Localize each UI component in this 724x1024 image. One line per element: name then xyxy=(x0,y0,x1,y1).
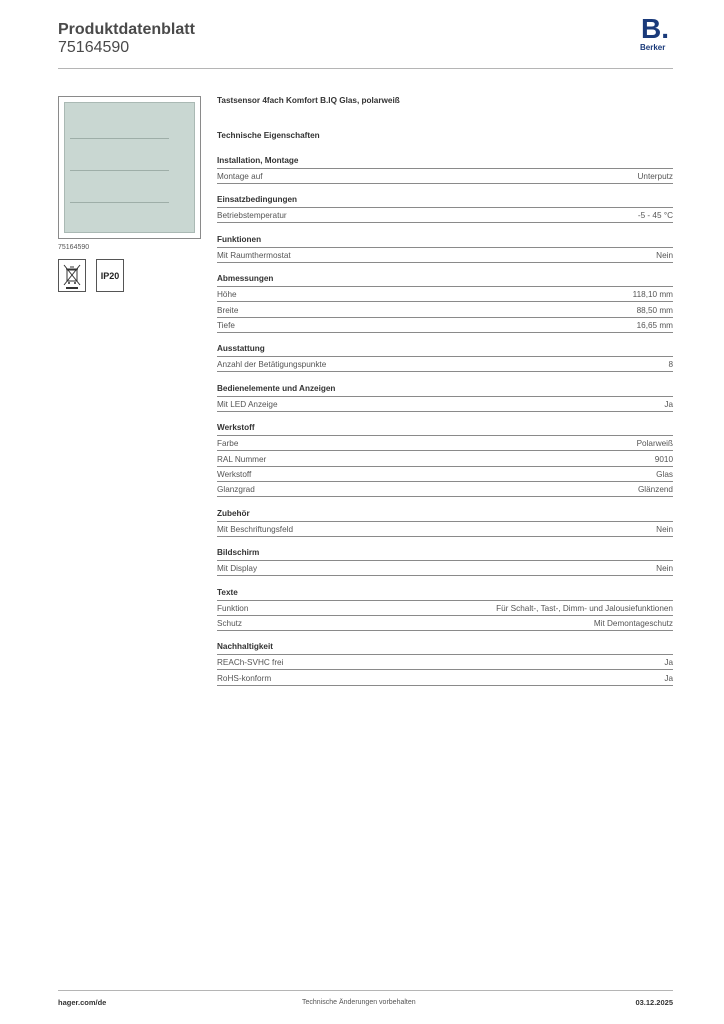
header-divider xyxy=(58,68,673,69)
logo-text: Berker xyxy=(640,43,666,52)
spec-label: Betriebstemperatur xyxy=(217,211,287,221)
page-title: Produktdatenblatt xyxy=(58,21,195,38)
spec-value: Nein xyxy=(656,250,673,260)
spec-label: Höhe xyxy=(217,290,237,300)
spec-label: Mit LED Anzeige xyxy=(217,399,278,409)
section-heading: Bildschirm xyxy=(217,548,673,561)
crossed-out-bin-icon xyxy=(58,259,86,292)
product-image xyxy=(58,96,201,239)
ip20-rating-icon xyxy=(96,259,124,292)
footer-divider xyxy=(58,990,673,991)
spec-value: 8 xyxy=(668,360,673,370)
spec-row xyxy=(217,358,673,372)
spec-label: Mit Beschriftungsfeld xyxy=(217,524,293,534)
spec-label: Schutz xyxy=(217,619,243,628)
spec-value: 9010 xyxy=(654,454,673,464)
spec-label: Glanzgrad xyxy=(217,485,255,495)
section-heading: Werkstoff xyxy=(217,423,673,436)
spec-row xyxy=(217,656,673,670)
spec-row xyxy=(217,523,673,537)
section-heading: Bedienelemente und Anzeigen xyxy=(217,384,673,397)
glass-panel xyxy=(64,102,195,233)
spec-value: Polarweiß xyxy=(636,439,673,449)
glass-divider xyxy=(70,202,169,203)
spec-label: Montage auf xyxy=(217,172,263,181)
spec-value: Glas xyxy=(656,470,673,479)
spec-value: Nein xyxy=(656,524,673,534)
footer-disclaimer: Technische Änderungen vorbehalten xyxy=(302,999,416,1006)
spec-row xyxy=(217,602,673,616)
spec-row xyxy=(217,672,673,686)
technical-properties-heading: Technische Eigenschaften xyxy=(217,131,320,140)
spec-label: Breite xyxy=(217,305,239,315)
spec-row xyxy=(217,483,673,497)
spec-value: Unterputz xyxy=(637,172,673,181)
spec-value: 118,10 mm xyxy=(632,290,673,300)
spec-value: Ja xyxy=(664,673,673,683)
section-heading: Abmessungen xyxy=(217,274,673,287)
spec-label: Anzahl der Betätigungspunkte xyxy=(217,360,327,370)
spec-value: Glänzend xyxy=(637,485,673,495)
spec-row xyxy=(217,170,673,184)
section-heading: Installation, Montage xyxy=(217,156,673,169)
spec-row xyxy=(217,437,673,451)
spec-value: Nein xyxy=(656,564,673,574)
footer-website[interactable]: hager.com/de xyxy=(58,998,107,1007)
section-heading: Texte xyxy=(217,588,673,601)
spec-label: REACh-SVHC frei xyxy=(217,658,284,668)
image-caption: 75164590 xyxy=(58,244,90,251)
footer-date: 03.12.2025 xyxy=(635,998,673,1007)
spec-label: Mit Raumthermostat xyxy=(217,250,291,260)
spec-label: Werkstoff xyxy=(217,470,252,479)
section-heading: Funktionen xyxy=(217,235,673,248)
ip20-label: IP20 xyxy=(100,271,120,281)
spec-label: Tiefe xyxy=(217,321,235,330)
section-heading: Nachhaltigkeit xyxy=(217,642,673,655)
spec-value: Für Schalt-, Tast-, Dimm- und Jalousiefunktionen xyxy=(496,603,673,613)
spec-label: RAL Nummer xyxy=(217,454,267,464)
spec-row xyxy=(217,398,673,412)
logo-letter: B. xyxy=(641,13,669,44)
spec-row xyxy=(217,562,673,576)
spec-label: Farbe xyxy=(217,439,239,449)
spec-label: Mit Display xyxy=(217,564,258,574)
spec-value: 16,65 mm xyxy=(636,321,673,330)
spec-row xyxy=(217,288,673,302)
spec-row xyxy=(217,209,673,223)
spec-value: -5 - 45 °C xyxy=(637,211,673,221)
spec-row xyxy=(217,249,673,263)
spec-value: Ja xyxy=(664,399,673,409)
product-number: 75164590 xyxy=(58,39,130,56)
spec-row xyxy=(217,617,673,631)
glass-divider xyxy=(70,170,169,171)
spec-label: RoHS-konform xyxy=(217,673,272,683)
product-title: Tastsensor 4fach Komfort B.IQ Glas, polarweiß xyxy=(217,96,400,105)
section-heading: Zubehör xyxy=(217,509,673,522)
spec-row xyxy=(217,468,673,482)
spec-label: Funktion xyxy=(217,603,249,613)
spec-value: Ja xyxy=(664,658,673,668)
berker-logo xyxy=(639,15,675,55)
spec-value: Mit Demontageschutz xyxy=(593,619,673,628)
glass-divider xyxy=(70,138,169,139)
spec-value: 88,50 mm xyxy=(636,305,673,315)
section-heading: Ausstattung xyxy=(217,344,673,357)
spec-row xyxy=(217,319,673,333)
spec-row xyxy=(217,453,673,467)
section-heading: Einsatzbedingungen xyxy=(217,195,673,208)
spec-row xyxy=(217,304,673,318)
